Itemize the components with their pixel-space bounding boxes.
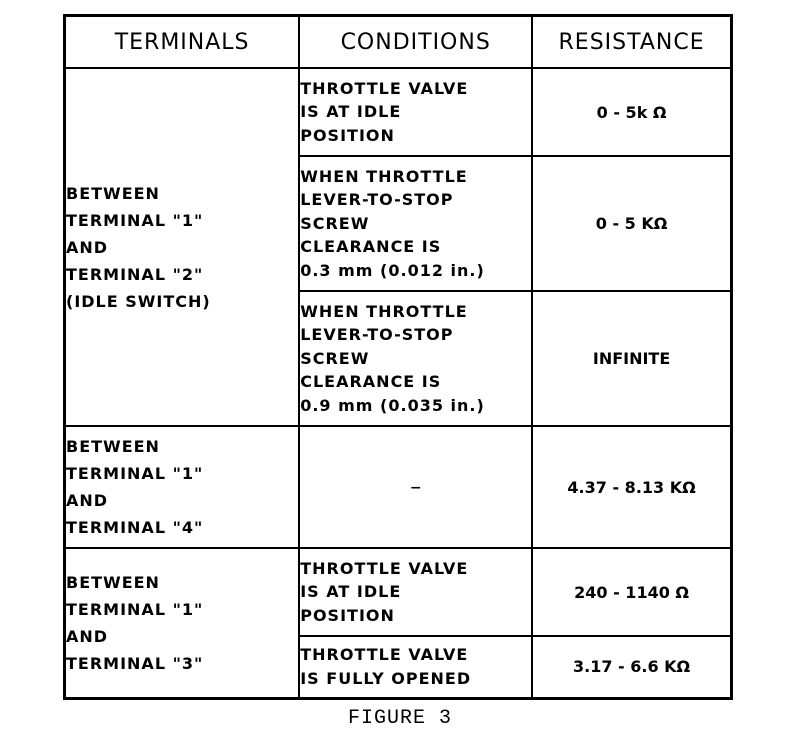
resistance-spec-table xyxy=(63,14,733,700)
resistance-cell: 0 - 5k Ω xyxy=(532,68,731,156)
header-resistance: RESISTANCE xyxy=(532,16,731,69)
terminals-cell: BETWEEN TERMINAL "1" AND TERMINAL "3" xyxy=(65,548,300,698)
terminals-cell: BETWEEN TERMINAL "1" AND TERMINAL "2" (IDLE SWITCH) xyxy=(65,68,300,426)
header-conditions: CONDITIONS xyxy=(299,16,532,69)
header-terminals: TERMINALS xyxy=(65,16,300,69)
table-row xyxy=(65,68,732,156)
resistance-cell: 3.17 - 6.6 KΩ xyxy=(532,636,731,698)
resistance-cell: 4.37 - 8.13 KΩ xyxy=(532,426,731,548)
condition-cell: THROTTLE VALVE IS FULLY OPENED xyxy=(299,636,532,698)
condition-cell: – xyxy=(299,426,532,548)
header-row xyxy=(65,16,732,69)
resistance-cell: INFINITE xyxy=(532,291,731,426)
condition-cell: WHEN THROTTLE LEVER-TO-STOP SCREW CLEARANCE IS 0.9 mm (0.035 in.) xyxy=(299,291,532,426)
condition-cell: THROTTLE VALVE IS AT IDLE POSITION xyxy=(299,548,532,636)
terminals-cell: BETWEEN TERMINAL "1" AND TERMINAL "4" xyxy=(65,426,300,548)
figure-caption: FIGURE 3 xyxy=(347,707,452,730)
condition-cell: THROTTLE VALVE IS AT IDLE POSITION xyxy=(299,68,532,156)
resistance-cell: 240 - 1140 Ω xyxy=(532,548,731,636)
condition-cell: WHEN THROTTLE LEVER-TO-STOP SCREW CLEARANCE IS 0.3 mm (0.012 in.) xyxy=(299,156,532,291)
table-row xyxy=(65,426,732,548)
resistance-cell: 0 - 5 KΩ xyxy=(532,156,731,291)
table-row xyxy=(65,548,732,636)
